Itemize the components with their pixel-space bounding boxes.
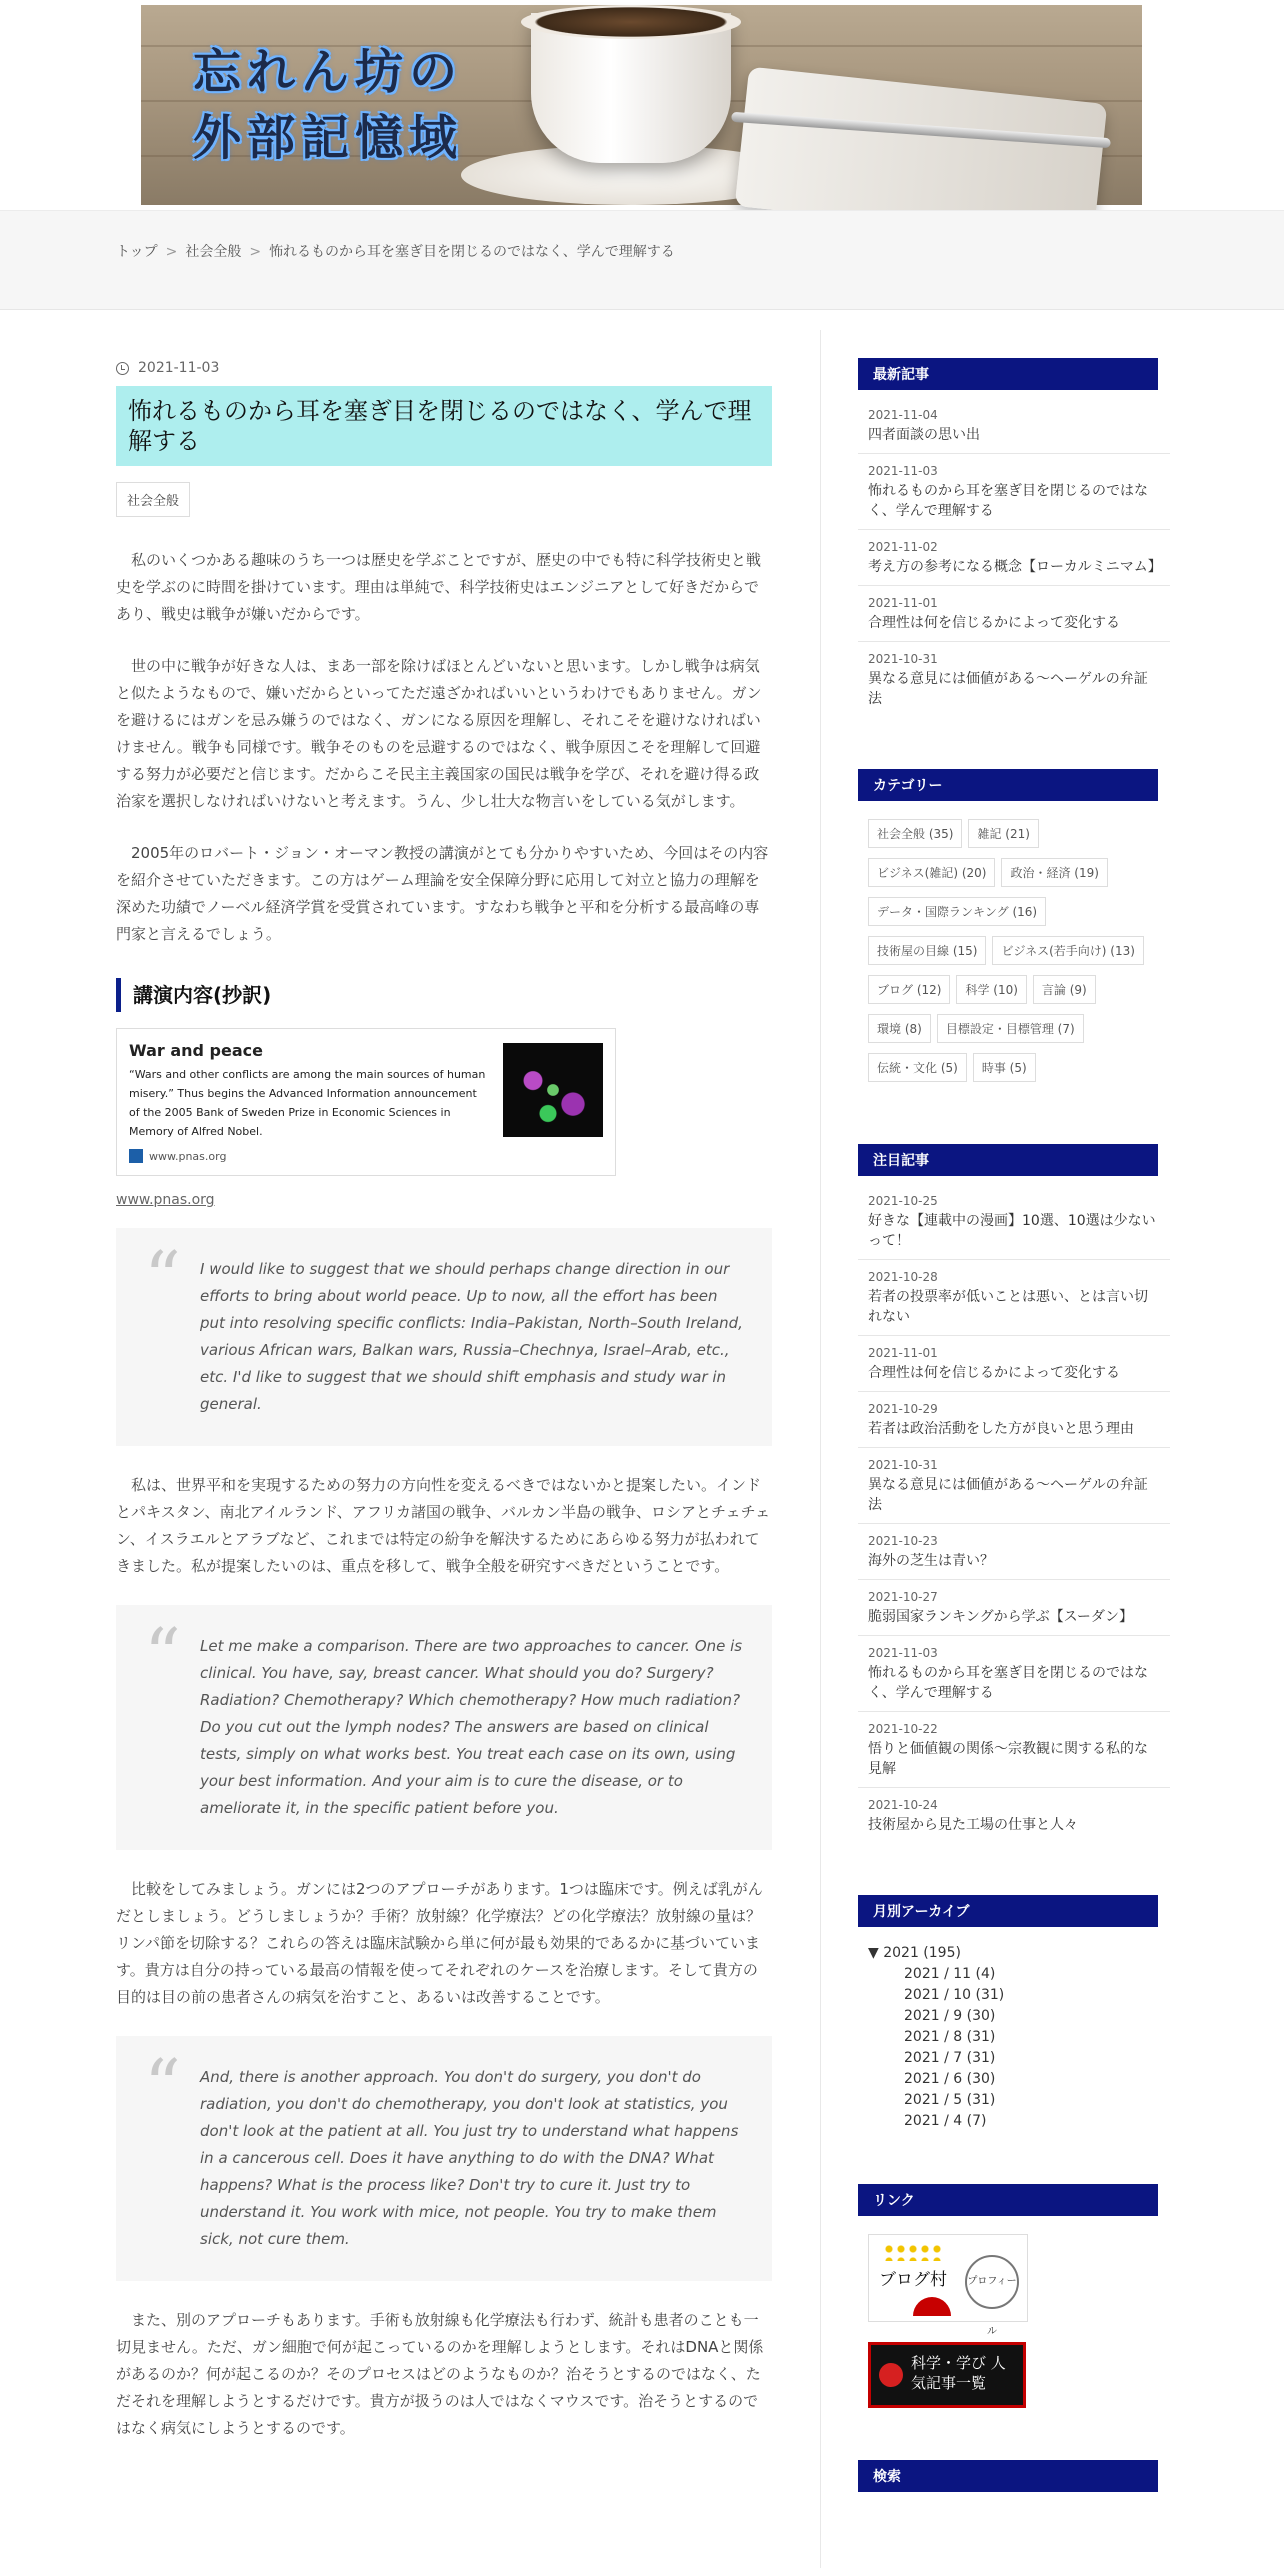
category-tag[interactable]: 伝統・文化 (5): [868, 1053, 967, 1082]
decorative-dots-icon: [883, 2243, 943, 2261]
list-item[interactable]: 2021-11-01 合理性は何を信じるかによって変化する: [858, 1336, 1170, 1392]
breadcrumb-home[interactable]: トップ: [116, 244, 158, 260]
category-tag[interactable]: 目標設定・目標管理 (7): [937, 1014, 1084, 1043]
card-title: War and peace: [129, 1041, 263, 1060]
archive-month[interactable]: 2021 / 5 (31): [904, 2092, 996, 2108]
widget-recent-posts: [858, 358, 1170, 717]
archive-month[interactable]: 2021 / 10 (31): [904, 1987, 1005, 2003]
list-item[interactable]: 2021-10-27 脆弱国家ランキングから学ぶ【スーダン】: [858, 1580, 1170, 1636]
list-item[interactable]: 2021-10-23 海外の芝生は青い？: [858, 1524, 1170, 1580]
flask-icon: [879, 2363, 903, 2387]
paragraph: 比較をしてみましょう。ガンには2つのアプローチがあります。1つは臨床です。例えば乳がんだとしましょう。どうしましょうか？手術？放射線？化学療法？どの化学療法？放射線の量は？リンパ節を切除する？これらの答えは臨床試験から単に何が最も効果的であるかに基づいています。貴方は自分の持っている最高の情報を使ってそれぞれのケースを治療します。そして貴方の目的は目の前の患者さんの病気を治すこと、あるいは改善することです。: [116, 1880, 763, 2006]
breadcrumb-category[interactable]: 社会全般: [185, 244, 242, 260]
paragraph: 私は、世界平和を実現するための努力の方向性を変えるべきではないかと提案したい。インドとパキスタン、南北アイルランド、アフリカ諸国の戦争、バルカン半島の戦争、ロシアとチェチェン、イスラエルとアラブなど、これまでは特定の紛争を解決するためにあらゆる努力が払われてきました。私が提案したいのは、重点を移して、戦争全般を研究すべきだということです。: [116, 1476, 771, 1575]
post-date: 2021-11-03: [116, 360, 772, 376]
list-item[interactable]: 2021-11-02 考え方の参考になる概念【ローカルミニマム】: [858, 530, 1170, 586]
post-category-tag[interactable]: 社会全般: [116, 482, 190, 517]
category-tag[interactable]: 社会全般 (35): [868, 819, 962, 848]
list-item[interactable]: 2021-10-24 技術屋から見た工場の仕事と人々: [868, 1798, 1078, 1833]
archive-month[interactable]: 2021 / 11 (4): [904, 1966, 996, 1982]
site-title-line1: 忘れん坊の: [193, 44, 464, 100]
category-tag[interactable]: 雑記 (21): [968, 819, 1038, 848]
link-banners: [858, 2234, 1170, 2408]
category-tag[interactable]: ブログ (12): [868, 975, 950, 1004]
archive-month[interactable]: 2021 / 9 (30): [904, 2008, 996, 2024]
category-tag[interactable]: ビジネス(若手向け) (13): [992, 936, 1143, 965]
header-banner[interactable]: [141, 5, 1142, 205]
widget-archive: [858, 1895, 1170, 2132]
widget-featured-posts: [858, 1144, 1170, 1843]
post-title: 怖れるものから耳を塞ぎ目を閉じるのではなく、学んで理解する: [116, 386, 772, 466]
widget-title: 最新記事: [858, 358, 1158, 390]
widget-links: [858, 2184, 1170, 2408]
archive-month[interactable]: 2021 / 4 (7): [904, 2113, 987, 2129]
archive-month[interactable]: 2021 / 8 (31): [904, 2029, 996, 2045]
featured-list: [858, 1194, 1170, 1843]
widget-title: 検索: [858, 2460, 1158, 2492]
sun-icon: [913, 2297, 951, 2316]
paragraph: 2005年のロバート・ジョン・オーマン教授の講演がとても分かりやすいため、今回はその内容を紹介させていただきます。この方はゲーム理論を安全保障分野に応用して対立と協力の理解を深めた功績でノーベル経済学賞を受賞されています。すなわち戦争と平和を分析する最高峰の専門家と言えるでしょう。: [116, 844, 769, 943]
list-item[interactable]: 2021-10-31 異なる意見には価値がある～ヘーゲルの弁証法: [868, 652, 1148, 707]
article: [116, 360, 772, 2467]
card-thumbnail: [503, 1043, 603, 1137]
section-heading: 講演内容(抄訳): [116, 978, 772, 1012]
paragraph: 世の中に戦争が好きな人は、まあ一部を除けばほとんどいないと思います。しかし戦争は病気と似たようなもので、嫌いだからといってただ遠ざかればいいというわけでもありません。ガンを避けるにはガンを忌み嫌うのではなく、ガンになる原因を理解し、それこそを避けなければいけません。戦争も同様です。戦争そのものを忌避するのではなく、戦争原因こそを理解して回避する努力が必要だと信じます。だからこそ民主主義国家の国民は戦争を学び、それを避け得る政治家を選択しなければいけないと考えます。うん、少し壮大な物言いをしている気がします。: [116, 657, 762, 810]
category-tag[interactable]: 時事 (5): [973, 1053, 1036, 1082]
archive-month[interactable]: 2021 / 7 (31): [904, 2050, 996, 2066]
list-item[interactable]: 2021-10-29 若者は政治活動をした方が良いと思う理由: [858, 1392, 1170, 1448]
clock-icon: [116, 362, 129, 375]
list-item[interactable]: 2021-10-28 若者の投票率が低いことは悪い、とは言い切れない: [858, 1260, 1170, 1336]
widget-search: [858, 2460, 1170, 2492]
category-tags: [858, 819, 1170, 1092]
widget-categories: [858, 769, 1170, 1092]
widget-title: 月別アーカイブ: [858, 1895, 1158, 1927]
list-item[interactable]: 2021-10-31 異なる意見には価値がある～ヘーゲルの弁証法: [858, 1448, 1170, 1524]
category-tag[interactable]: データ・国際ランキング (16): [868, 897, 1046, 926]
recent-list: [858, 408, 1170, 717]
sidebar: [858, 358, 1170, 2544]
widget-title: カテゴリー: [858, 769, 1158, 801]
widget-title: リンク: [858, 2184, 1158, 2216]
blockquote: “ And, there is another approach. You don't do surgery, you don't do radiation, you don't do chemotherapy, you don't look at statistics, you don't look at the patient at all. You just try to understand what happens in a cancerous cell. Does it have anything to do with the DNA? What happens? What is the process like? Don't try to cure it. Just try to understand it. You work with mice, not people. You try to make them sick, not cure them.: [116, 2036, 772, 2281]
embed-card[interactable]: [116, 1028, 616, 1176]
blog-village-banner[interactable]: ブログ村 プロフィール: [868, 2234, 1028, 2322]
list-item[interactable]: 2021-10-25 好きな【連載中の漫画】10選、10選は少ないって！: [858, 1194, 1170, 1260]
ranking-banner[interactable]: 科学・学び 人気記事一覧: [868, 2342, 1026, 2408]
list-item[interactable]: 2021-10-22 悟りと価値観の関係～宗教観に関する私的な見解: [858, 1712, 1170, 1788]
breadcrumb-current: 怖れるものから耳を塞ぎ目を閉じるのではなく、学んで理解する: [269, 244, 675, 260]
archive-tree: [858, 1945, 1170, 2132]
site-favicon-icon: [129, 1149, 143, 1163]
breadcrumb: トップ > 社会全般 > 怖れるものから耳を塞ぎ目を閉じるのではなく、学んで理解する: [116, 244, 675, 260]
list-item[interactable]: 2021-11-01 合理性は何を信じるかによって変化する: [858, 586, 1170, 642]
paragraph: 私のいくつかある趣味のうち一つは歴史を学ぶことですが、歴史の中でも特に科学技術史と戦史を学ぶのに時間を掛けています。理由は単純で、科学技術史はエンジニアとして好きだからであり、戦史は戦争が嫌いだからです。: [116, 551, 762, 623]
card-site: www.pnas.org: [129, 1149, 226, 1163]
blockquote: “ Let me make a comparison. There are two approaches to cancer. One is clinical. You have, say, breast cancer. What should you do? Surgery? Radiation? Chemotherapy? Which chemotherapy? How much radiation? Do you cut out the lymph nodes? The answers are based on clinical tests, simply on what works best. You treat each case on its own, using your best information. And your aim is to cure the disease, or to ameliorate it, in the specific patient before you.: [116, 1605, 772, 1850]
category-tag[interactable]: 環境 (8): [868, 1014, 931, 1043]
archive-month[interactable]: 2021 / 6 (30): [904, 2071, 996, 2087]
list-item[interactable]: 2021-11-03 怖れるものから耳を塞ぎ目を閉じるのではなく、学んで理解する: [858, 1636, 1170, 1712]
widget-title: 注目記事: [858, 1144, 1158, 1176]
source-link[interactable]: www.pnas.org: [116, 1192, 215, 1208]
list-item[interactable]: 2021-11-04 四者面談の思い出: [858, 408, 1170, 454]
paragraph: また、別のアプローチもあります。手術も放射線も化学療法も行わず、統計も患者のことも一切見ません。ただ、ガン細胞で何が起こっているのかを理解しようとします。それはDNAと関係があるのか？何が起こるのか？そのプロセスはどのようなものか？治そうとするのではなく、ただそれを理解しようとするだけです。貴方が扱うのは人ではなくマウスです。治そうとするのではなく病気にしようとするのです。: [116, 2311, 764, 2437]
column-divider: [820, 330, 821, 2568]
category-tag[interactable]: 科学 (10): [956, 975, 1026, 1004]
category-tag[interactable]: 技術屋の目線 (15): [868, 936, 986, 965]
archive-year-toggle[interactable]: ▼ 2021 (195): [868, 1945, 961, 1961]
breadcrumb-band: [0, 210, 1284, 310]
site-title-line2: 外部記憶域: [193, 110, 464, 166]
blockquote: “ I would like to suggest that we should perhaps change direction in our efforts to bring about world peace. Up to now, all the effort has been put into resolving specific conflicts: India–Pakistan, North–South Ireland, various African wars, Balkan wars, Russia–Chechnya, Israel–Arab, etc., etc. I'd like to suggest that we should shift emphasis and study war in general.: [116, 1228, 772, 1446]
category-tag[interactable]: ビジネス(雑記) (20): [868, 858, 995, 887]
category-tag[interactable]: 政治・経済 (19): [1001, 858, 1107, 887]
category-tag[interactable]: 言論 (9): [1033, 975, 1096, 1004]
list-item[interactable]: 2021-11-03 怖れるものから耳を塞ぎ目を閉じるのではなく、学んで理解する: [858, 454, 1170, 530]
card-description: “Wars and other conflicts are among the main sources of human misery.” Thus begins the Advanced Information announcement of the 2005 Bank of Sweden Prize in Economic Sciences in Memory of Alfred Nobel.: [129, 1068, 486, 1138]
site-title[interactable]: [193, 39, 463, 171]
